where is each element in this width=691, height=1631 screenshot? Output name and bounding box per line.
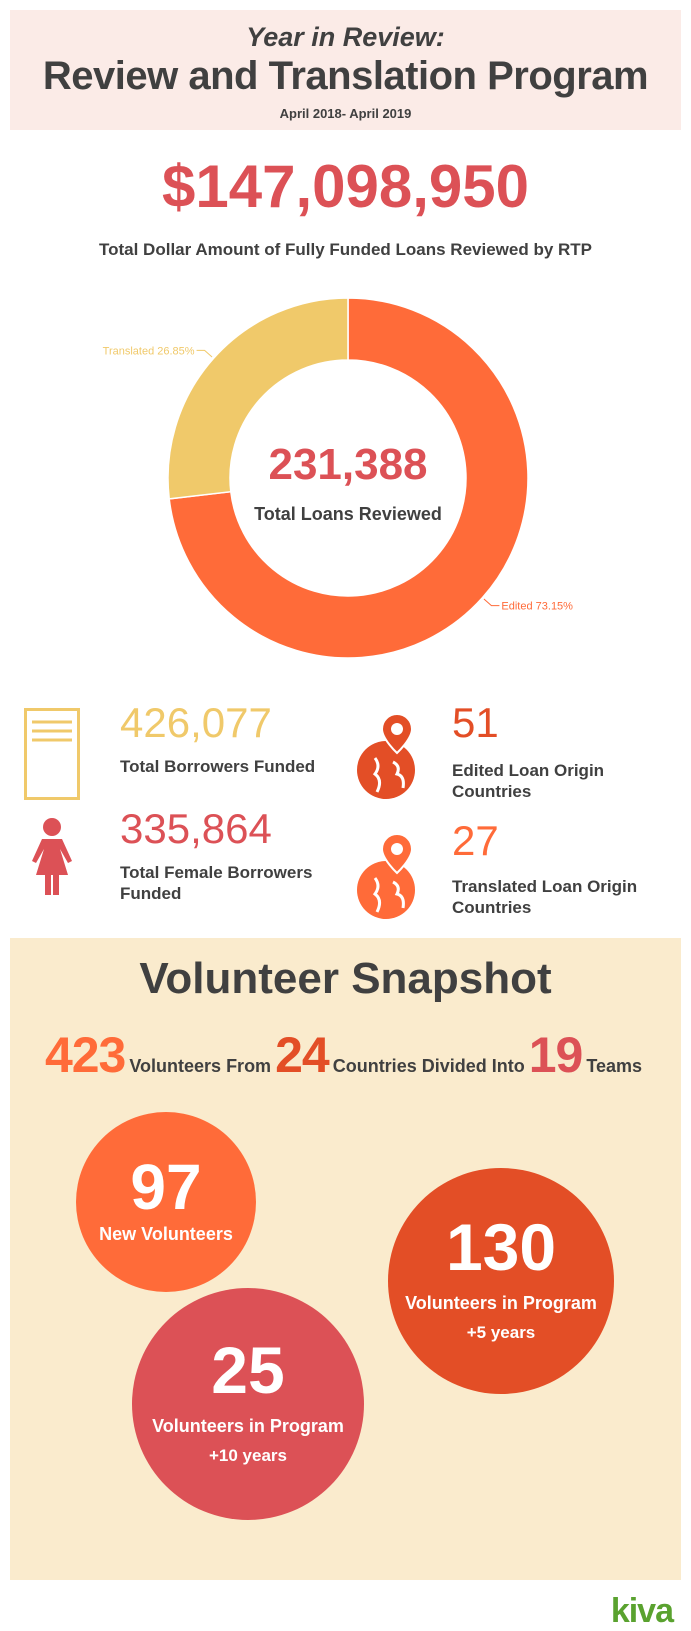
total-loans-label: Total Loans Reviewed bbox=[254, 504, 442, 524]
five-year-volunteers-bubble bbox=[388, 1168, 614, 1394]
globe-pin-icon bbox=[355, 712, 421, 804]
header-banner bbox=[10, 10, 681, 130]
date-range: April 2018- April 2019 bbox=[279, 106, 412, 121]
female-borrowers-label: Total Female Borrowers Funded bbox=[120, 863, 313, 903]
page-title: Review and Translation Program bbox=[42, 54, 649, 98]
volunteer-snapshot-title: Volunteer Snapshot bbox=[139, 954, 552, 1003]
edited-countries-value: 51 bbox=[452, 699, 499, 746]
bubble-value: 130 bbox=[445, 1210, 557, 1284]
team-count-text: Teams bbox=[586, 1056, 643, 1076]
document-icon bbox=[24, 708, 80, 800]
leader-line-translated bbox=[197, 350, 212, 357]
label-translated: Translated 26.85% bbox=[102, 345, 195, 358]
globe-pin-icon bbox=[355, 832, 421, 924]
kiva-logo: kiva bbox=[610, 1592, 673, 1630]
bubble-value: 97 bbox=[130, 1151, 202, 1223]
borrowers-value: 426,077 bbox=[120, 699, 272, 746]
female-borrowers-value: 335,864 bbox=[120, 805, 272, 852]
female-icon bbox=[24, 818, 80, 896]
total-amount-label: Total Dollar Amount of Fully Funded Loans Reviewed by RTP bbox=[98, 240, 593, 259]
leader-line-edited bbox=[484, 599, 499, 606]
total-amount: $147,098,950 bbox=[161, 153, 530, 220]
total-loans-value: 231,388 bbox=[268, 440, 428, 489]
volunteer-count-text: Volunteers From bbox=[129, 1056, 272, 1076]
bubble-label: Volunteers in Program bbox=[152, 1416, 344, 1436]
bubble-value: 25 bbox=[211, 1333, 285, 1407]
bubble-sublabel: +5 years bbox=[466, 1323, 536, 1342]
label-edited: Edited 73.15% bbox=[501, 600, 573, 613]
translated-countries-value: 27 bbox=[452, 817, 499, 864]
bubble-sublabel: +10 years bbox=[209, 1446, 287, 1465]
borrowers-label: Total Borrowers Funded bbox=[120, 757, 316, 776]
translated-countries-label: Translated Loan Origin Countries bbox=[452, 877, 638, 917]
bubble-label: New Volunteers bbox=[99, 1224, 233, 1244]
new-volunteers-bubble bbox=[76, 1112, 256, 1292]
header-subtitle: Year in Review: bbox=[246, 22, 445, 52]
country-count: 24 bbox=[275, 1027, 329, 1083]
volunteer-snapshot-section bbox=[10, 938, 681, 1580]
volunteer-summary-line bbox=[10, 1026, 681, 1084]
ten-year-volunteers-bubble bbox=[132, 1288, 364, 1520]
volunteer-count: 423 bbox=[44, 1027, 126, 1083]
team-count: 19 bbox=[528, 1027, 583, 1083]
bubble-label: Volunteers in Program bbox=[405, 1293, 597, 1313]
edited-countries-label: Edited Loan Origin Countries bbox=[452, 761, 605, 801]
country-count-text: Countries Divided Into bbox=[332, 1056, 525, 1076]
